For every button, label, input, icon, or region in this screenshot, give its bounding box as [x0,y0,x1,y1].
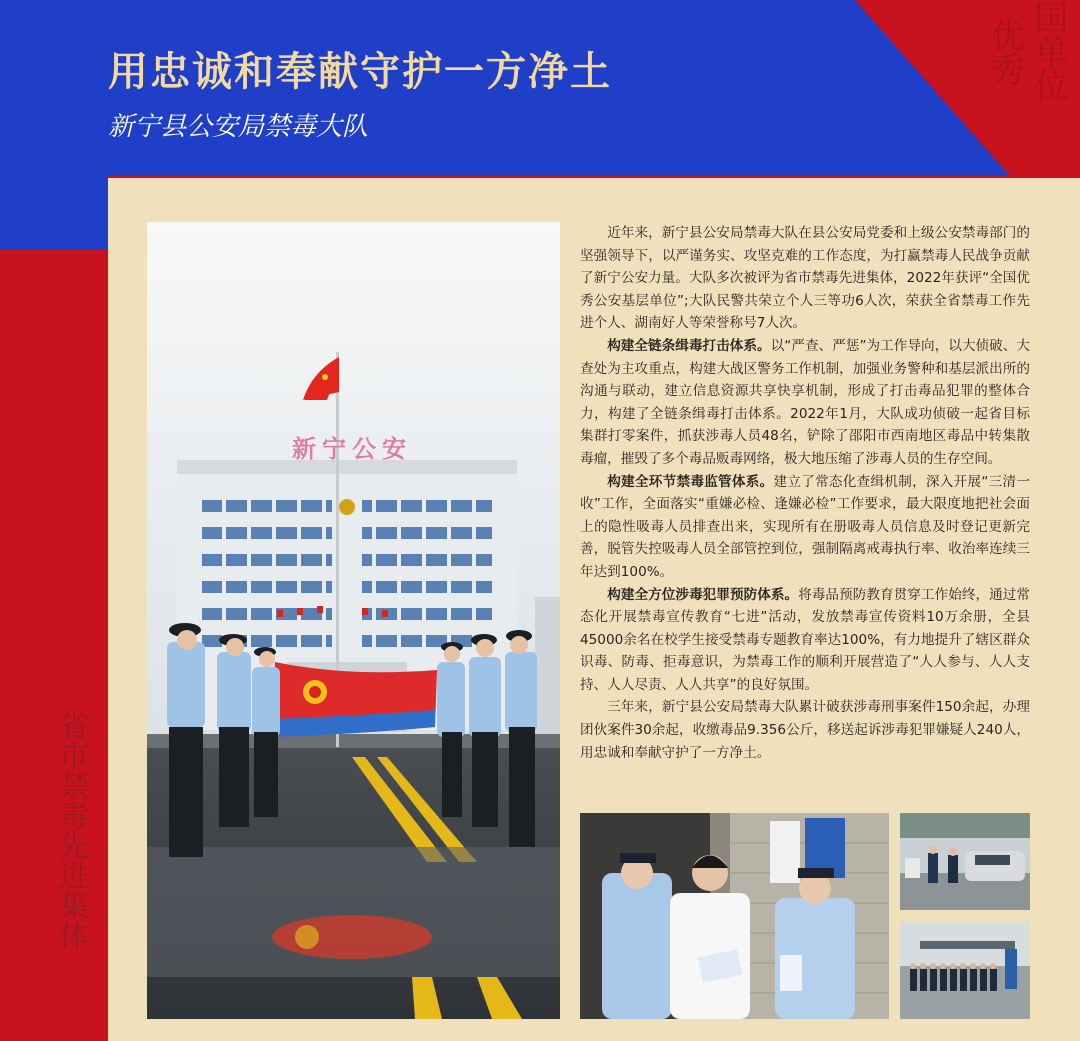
flag-raising-illustration [147,222,560,1019]
page-subtitle: 新宁县公安局禁毒大队 [108,112,369,142]
checkpoint-illustration [900,813,1030,910]
article-paragraph-summary [580,696,1030,764]
main-photo-flag-raising [147,222,560,1019]
paragraph-lead: 构建全链条缉毒打击体系。 [607,337,771,354]
page-title: 用忠诚和奉献守护一方净土 [108,49,612,95]
paragraph-lead: 构建全环节禁毒监管体系。 [607,473,774,490]
building-sign: 新宁公安 [292,434,412,463]
paragraph-text: 建立了常态化查缉机制，深入开展“三清一收”工作，全面落实“重嫌必检、逢嫌必检”工作要求，最大限度地把社会面上的隐性吸毒人员排查出来，实现所有在册吸毒人员信息及时登记更新完善，脱管失控吸毒人员全部管控到位，强制隔离戒毒执行率、收治率连续三年达到100%。 [580,473,1031,580]
photo-team-gathering [900,921,1030,1019]
corner-text-col2: 优秀 [984,18,1024,86]
article-paragraph-intro [580,222,1030,335]
photo-propaganda-outreach [580,813,889,1019]
photo-checkpoint-inspection [900,813,1030,910]
paragraph-text: 将毒品预防教育贯穿工作始终，通过常态化开展禁毒宣传教育“七进”活动，发放禁毒宣传资料10万余册，全县45000余名在校学生接受禁毒专题教育率达100%，有力地提升了辖区群众识毒、防毒、拒毒意识，为禁毒工作的顺利开展营造了“人人参与、人人支持、人人尽责、人人共享”的良好氛围。 [580,586,1030,693]
team-illustration [900,921,1030,1019]
paragraph-text: 三年来，新宁县公安局禁毒大队累计破获涉毒刑事案件150余起，办理团伙案件30余起，收缴毒品9.356公斤，移送起诉涉毒犯罪嫌疑人240人，用忠诚和奉献守护了一方净土。 [580,699,1030,761]
paragraph-lead: 构建全方位涉毒犯罪预防体系。 [607,586,799,603]
left-vertical-label: 省市禁毒先进集体 [53,710,88,950]
article-paragraph-strike [580,335,1030,471]
article-body [580,222,1030,764]
paragraph-text: 近年来，新宁县公安局禁毒大队在县公安局党委和上级公安禁毒部门的坚强领导下，以严谨务实、攻坚克难的工作态度，为打赢禁毒人民战争贡献了新宁公安力量。大队多次被评为省市禁毒先进集体，2022年获评“全国优秀公安基层单位”;大队民警共荣立个人三等功6人次，荣获全省禁毒工作先进个人、湖南好人等荣誉称号7人次。 [580,225,1030,332]
corner-decor-text [956,0,1066,102]
corner-text-col1: 国单位 [1028,0,1068,102]
paragraph-text: 以“严查、严惩”为工作导向，以大侦破、大查处为主攻重点，构建大战区警务工作机制，加强业务警种和基层派出所的沟通与联动，建立信息资源共享快享机制，形成了打击毒品犯罪的整体合力，构建了全链条缉毒打击体系。2022年1月，大队成功侦破一起省目标集群打零案件，抓获涉毒人员48名，铲除了邵阳市西南地区毒品中转集散毒瘤，摧毁了多个毒品贩毒网络，极大地压缩了涉毒人员的生存空间。 [580,337,1030,467]
article-paragraph-supervision [580,471,1030,584]
left-vertical-text [40,710,100,961]
article-paragraph-prevention [580,584,1030,697]
outreach-illustration [580,813,889,1019]
